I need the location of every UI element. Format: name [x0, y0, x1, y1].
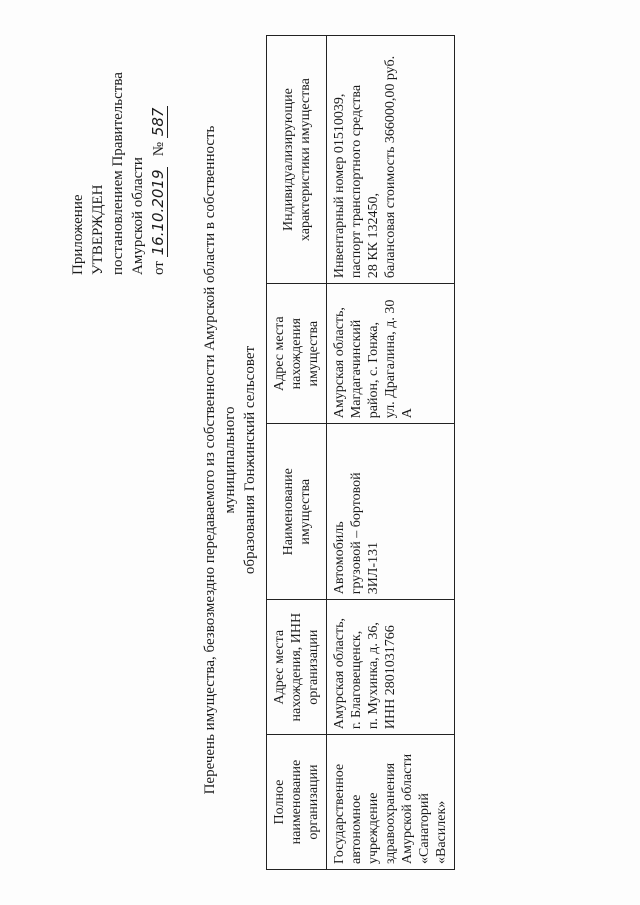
table-row: [327, 36, 455, 870]
appendix-label: Приложение: [70, 194, 86, 275]
cell-property-address: Амурская область, Магдагачинский район, с. Гонжа, ул. Драгалина, д. 30 А: [327, 284, 455, 424]
header-organization-address: Адрес места нахождения, ИНН организации: [267, 600, 327, 735]
title-line-1: Перечень имущества, безвозмездно передаваемого из собственности Амурской области в собственность муниципального: [202, 125, 238, 795]
header-organization-name: Полное наименование организации: [267, 735, 327, 870]
header-property-address: Адрес места нахождения имущества: [267, 284, 327, 424]
date-prefix: от: [151, 261, 167, 275]
document-title: [200, 75, 260, 845]
property-table: [266, 35, 455, 870]
header-property-characteristics: Индивидуализирующие характеристики имущества: [267, 36, 327, 284]
title-line-2: образования Гонжинский сельсовет: [242, 345, 258, 575]
cell-organization-name: Государственное автономное учреждение здравоохранения Амурской области «Санаторий «Василек»: [327, 735, 455, 870]
number-prefix: №: [151, 141, 167, 157]
date-value: 16.10.2019: [149, 169, 167, 256]
cell-property-characteristics: Инвентарный номер 01510039, паспорт транспортного средства 28 КК 132450, балансовая стоимость 366000,00 руб.: [327, 36, 455, 284]
region-label: Амурской области: [130, 157, 146, 275]
resolution-label: постановлением Правительства: [110, 72, 126, 275]
cell-property-name: Автомобиль грузовой – бортовой ЗИЛ-131: [327, 424, 455, 600]
cell-organization-address: Амурская область, г. Благовещенск, п. Мухинка, д. 36, ИНН 2801031766: [327, 600, 455, 735]
approved-label: УТВЕРЖДЕН: [90, 184, 106, 275]
header-property-name: Наименование имущества: [267, 424, 327, 600]
number-value: 587: [149, 107, 167, 137]
approval-block: [68, 25, 169, 275]
table-header-row: [267, 36, 327, 870]
date-number-line: [148, 25, 169, 275]
